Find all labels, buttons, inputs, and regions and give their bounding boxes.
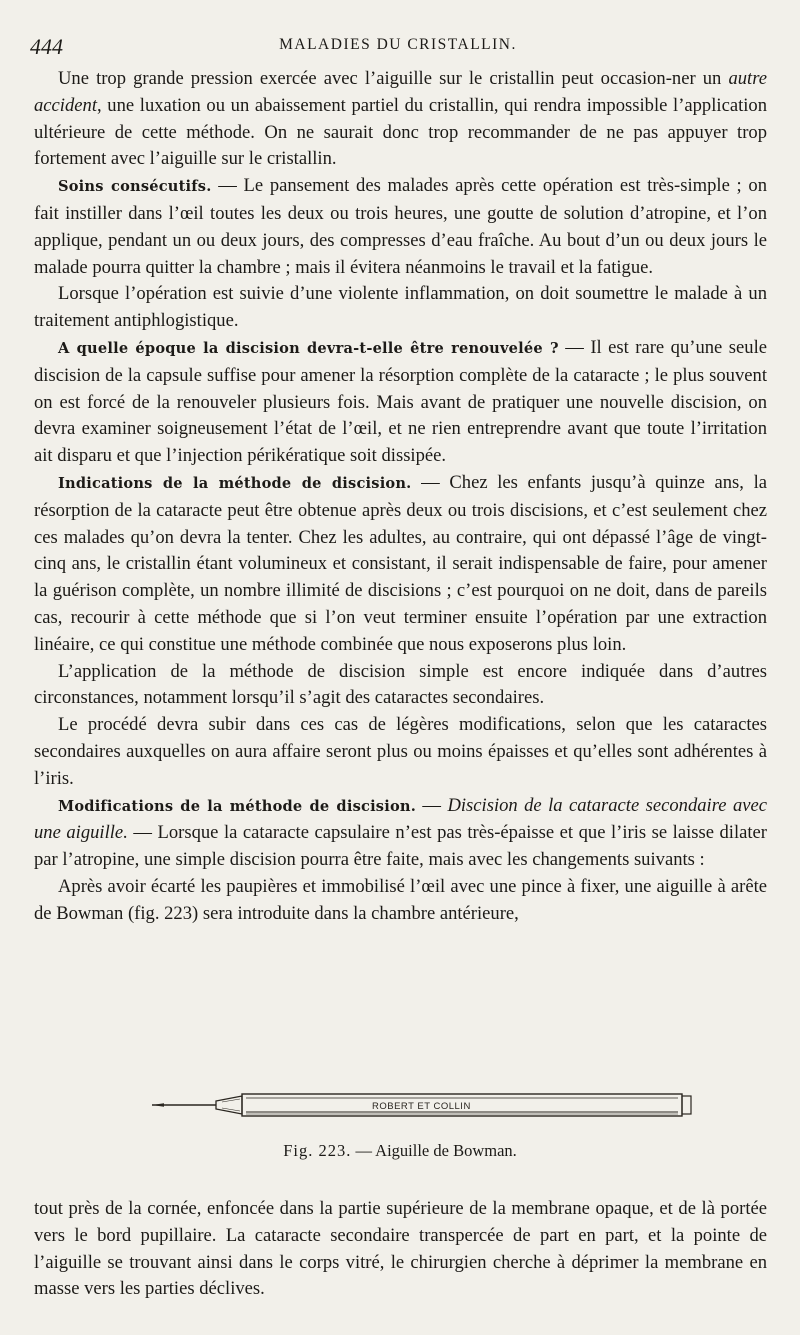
text-run: — Le pansement des malades après cette opération est très-simple ; on fait instiller dans l’œil toutes les deux ou trois heures, une goutte de solution d’atropine, et l’on applique, pendant un ou deux jours, des compresses d’eau fraîche. Au bout d’un ou deux jours le malade pourra quitter la chambre ; mais il évitera néanmoins le travail et la fatigue. [34,175,767,278]
figure-bowman-needle [150,1085,695,1125]
run-in-heading: Indications de la méthode de discision. [58,474,412,492]
paragraph-modifications [34,793,767,874]
paragraph-inflammation [34,281,767,335]
paragraph-continuation [34,1196,767,1303]
run-in-heading: A quelle époque la discision devra-t-elle être renouvelée ? [58,339,559,357]
text-run: — [416,794,448,816]
text-run: Lorsque l’opération est suivie d’une violente inflammation, on doit soumettre le malade à un traitement antiphlogistique. [34,283,767,332]
run-in-heading: Modifications de la méthode de discision. [58,797,416,815]
run-in-heading: Soins consécutifs. [58,178,212,196]
paragraph-application [34,659,767,713]
text-run: — Lorsque la cataracte capsulaire n’est pas très-épaisse et que l’iris se laisse dilater par l’atropine, une simple discision pourra être faite, mais avec les changements suivants : [34,822,767,871]
page-number: 444 [30,34,63,59]
text-run: L’application de la méthode de discision simple est encore indiquée dans d’autres circonstances, notamment lorsqu’il s’agit des cataractes secondaires. [34,660,767,709]
caption-text: — Aiguille de Bowman. [351,1141,517,1160]
needle-ferrule [216,1096,242,1114]
paragraph-soins-consecutifs [34,173,767,281]
text-run: Le procédé devra subir dans ces cas de légères modifications, selon que les cataractes secondaires auxquelles on aura affaire seront plus ou moins épaisses et qu’elles sont adhérentes à l’iris. [34,714,767,789]
text-run: , une luxation ou un abaissement partiel du cristallin, qui rendra impossible l’application ultérieure de cette méthode. On ne saurait donc trop recommander de ne pas appuyer trop fortement avec l’aiguille sur le cristallin. [34,94,767,170]
running-title: MALADIES DU CRISTALLIN. [279,36,517,53]
italic-run: Discision de la cataracte secondaire avec une aiguille. [34,794,768,844]
paragraph-procedure [34,874,767,928]
text-run: Une trop grande pression exercée avec l’aiguille sur le cristallin peut occasion-ner un [58,68,729,89]
paragraph-indications [34,470,767,659]
text-run: — Il est rare qu’une seule discision de la capsule suffise pour amener la résorption complète de la cataracte ; le plus souvent on est forcé de la renouveler plusieurs fois. Mais avant de pratiquer une nouvelle discision, on devra examiner soigneusement l’état de l’œil, et ne rien entreprendre avant que toute l’irritation ait disparu et que l’injection périkératique soit dissipée. [34,336,767,467]
handle-end-cap [682,1096,691,1114]
figure-caption [0,1141,800,1161]
paragraph-pression [34,66,767,173]
paragraph-procede [34,712,767,792]
text-run: tout près de la cornée, enfoncée dans la partie supérieure de la membrane opaque, et de là portée vers le bord pupillaire. La cataracte secondaire transpercée de part en part, et la pointe de l’aiguille se trouvant ainsi dans le corps vitré, le chirurgien cherche à déprimer la membrane en masse vers les parties déclives. [34,1198,767,1300]
text-run: — Chez les enfants jusqu’à quinze ans, la résorption de la cataracte peut être obtenue après deux ou trois discisions, et c’est seulement chez ces malades qu’on devra la tenter. Chez les adultes, au contraire, qui ont dépassé l’âge de vingt-cinq ans, le cristallin étant volumineux et consistant, il serait indispensable de faire, pour amener la guérison complète, un nombre illimité de discisions ; c’est pourquoi on ne doit, dans de pareils cas, recourir à cette méthode que si l’on veut terminer ensuite l’opération par une extraction linéaire, ce qui constitue une méthode combinée que nous exposerons plus loin. [34,471,767,655]
paragraph-renouvellement [34,335,767,470]
body-text-top [34,66,767,928]
figure-label: Fig. 223. [283,1141,352,1160]
needle-tip [152,1103,164,1107]
page-header [30,34,766,58]
bowman-needle-illustration [150,1085,695,1125]
text-run: Après avoir écarté les paupières et immobilisé l’œil avec une pince à fixer, une aiguille à arête de Bowman (fig. 223) sera introduite dans la chambre antérieure, [34,875,767,924]
engraving-text: ROBERT ET COLLIN [372,1101,471,1112]
italic-run: autre accident [34,68,767,116]
body-text-bottom [34,1196,767,1303]
